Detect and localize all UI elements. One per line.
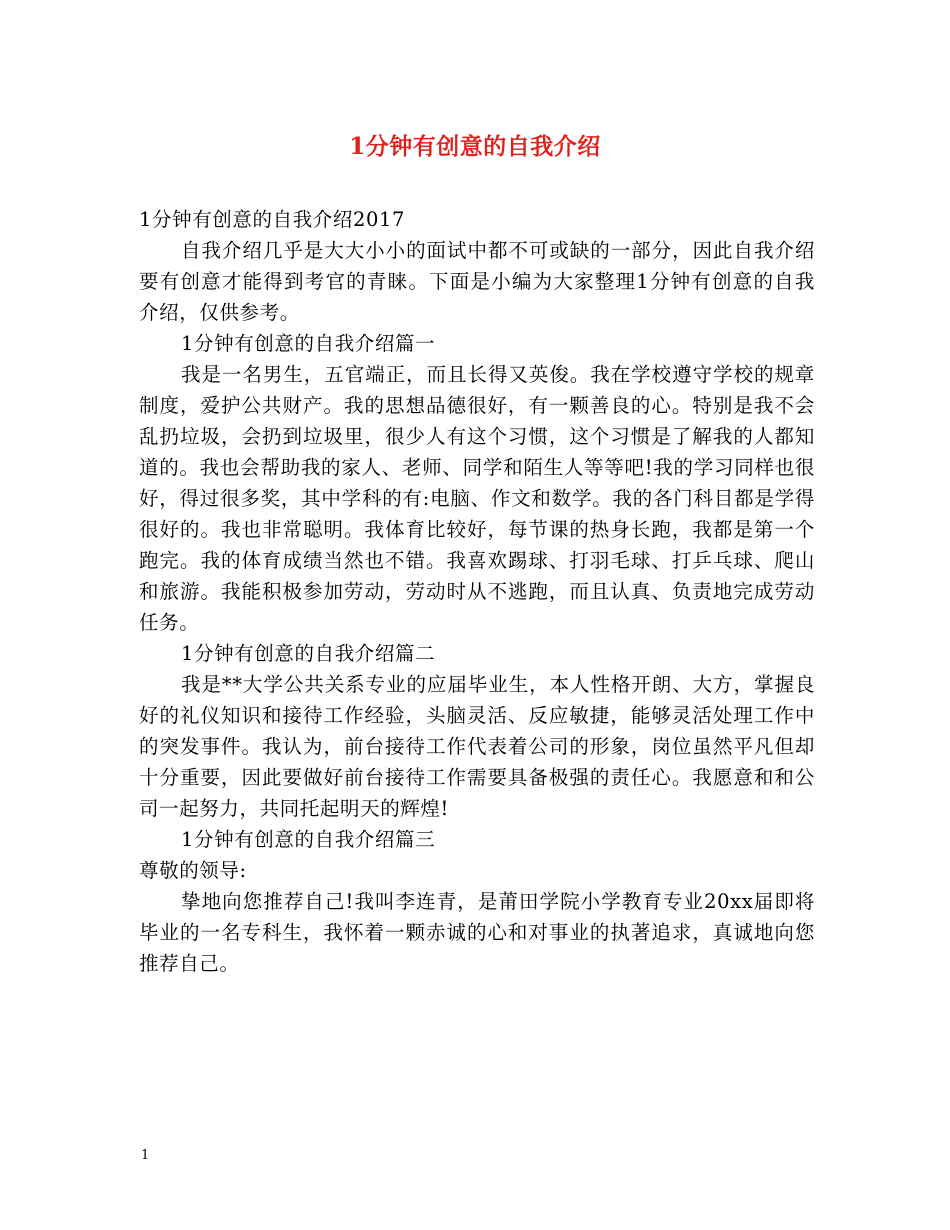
section-heading-2: 1分钟有创意的自我介绍篇二	[181, 642, 436, 665]
subtitle-line: 1分钟有创意的自我介绍2017	[139, 208, 406, 231]
intro-paragraph: 自我介绍几乎是大大小小的面试中都不可或缺的一部分，因此自我介绍要有创意才能得到考官的青睐。下面是小编为大家整理1分钟有创意的自我介绍，仅供参考。	[139, 239, 815, 324]
document-title: 1分钟有创意的自我介绍	[349, 133, 601, 160]
document-body	[139, 204, 815, 979]
salutation-line: 尊敬的领导:	[139, 859, 247, 882]
section-1-paragraph: 我是一名男生，五官端正，而且长得又英俊。我在学校遵守学校的规章制度，爱护公共财产。我的思想品德很好，有一颗善良的心。特别是我不会乱扔垃圾，会扔到垃圾里，很少人有这个习惯，这个习惯是了解我的人都知道的。我也会帮助我的家人、老师、同学和陌生人等等吧!我的学习同样也很好，得过很多奖，其中学科的有:电脑、作文和数学。我的各门科目都是学得很好的。我也非常聪明。我体育比较好，每节课的热身长跑，我都是第一个跑完。我的体育成绩当然也不错。我喜欢踢球、打羽毛球、打乒乓球、爬山和旅游。我能积极参加劳动，劳动时从不逃跑，而且认真、负责地完成劳动任务。	[139, 363, 815, 634]
section-2-paragraph: 我是**大学公共关系专业的应届毕业生，本人性格开朗、大方，掌握良好的礼仪知识和接待工作经验，头脑灵活、反应敏捷，能够灵活处理工作中的突发事件。我认为，前台接待工作代表着公司的形象，岗位虽然平凡但却十分重要，因此要做好前台接待工作需要具备极强的责任心。我愿意和和公司一起努力，共同托起明天的辉煌!	[139, 673, 815, 820]
section-heading-3: 1分钟有创意的自我介绍篇三	[181, 828, 436, 851]
page-number: 1	[141, 1148, 150, 1163]
section-3-paragraph: 挚地向您推荐自己!我叫李连青，是莆田学院小学教育专业20xx届即将毕业的一名专科生，我怀着一颗赤诚的心和对事业的执著追求，真诚地向您推荐自己。	[139, 890, 815, 975]
section-heading-1: 1分钟有创意的自我介绍篇一	[181, 332, 436, 355]
